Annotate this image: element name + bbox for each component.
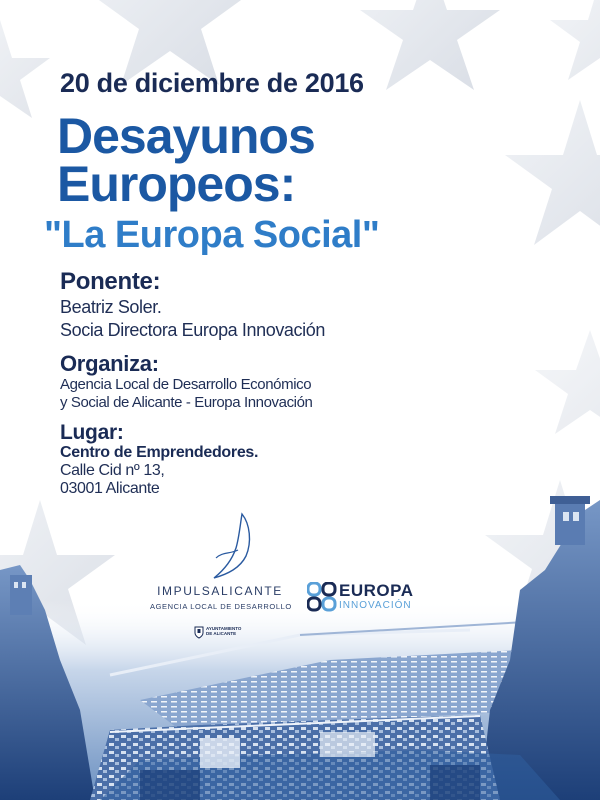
event-date: 20 de diciembre de 2016 (60, 68, 364, 98)
alicante-city-illustration (0, 470, 600, 800)
ayuntamiento-line-1: AYUNTAMIENTO (206, 626, 242, 631)
impulsalicante-name: IMPULSALICANTE (157, 584, 283, 598)
ponente-role: Socia Directora Europa Innovación (60, 320, 325, 340)
ayuntamiento-line-2: DE ALICANTE (206, 631, 237, 636)
ponente-name: Beatriz Soler. (60, 297, 162, 317)
star-icon (505, 100, 600, 245)
lugar-label: Lugar: (60, 421, 124, 444)
lugar-city: 03001 Alicante (60, 480, 160, 497)
lugar-venue: Centro de Emprendedores. (60, 444, 259, 461)
ayuntamiento-text (206, 626, 241, 636)
organiza-label: Organiza: (60, 351, 159, 376)
star-icon (0, 20, 50, 118)
star-icon (360, 0, 500, 90)
impulsalicante-logo (150, 512, 290, 612)
star-icon (535, 330, 600, 434)
ponente-label: Ponente: (60, 268, 161, 295)
star-icon (550, 0, 600, 80)
europa-innovacion-logo (307, 580, 422, 614)
ayuntamiento-logo (194, 626, 244, 640)
europa-innovacion-mark-icon (307, 582, 337, 612)
lugar-street: Calle Cid nº 13, (60, 462, 165, 479)
innovacion-word: INNOVACIÓN (339, 600, 412, 611)
city-crest-icon (194, 626, 204, 639)
swimmer-icon (150, 512, 290, 584)
organiza-line-2: y Social de Alicante - Europa Innovación (60, 394, 313, 411)
event-subtitle: "La Europa Social" (44, 214, 380, 256)
europa-word: EUROPA (339, 581, 414, 600)
event-title-line-1: Desayunos (57, 108, 315, 164)
event-title-line-2: Europeos: (57, 156, 296, 212)
organiza-line-1: Agencia Local de Desarrollo Económico (60, 376, 312, 393)
impulsalicante-subtitle: AGENCIA LOCAL DE DESARROLLO (150, 602, 292, 611)
event-title (57, 108, 315, 212)
